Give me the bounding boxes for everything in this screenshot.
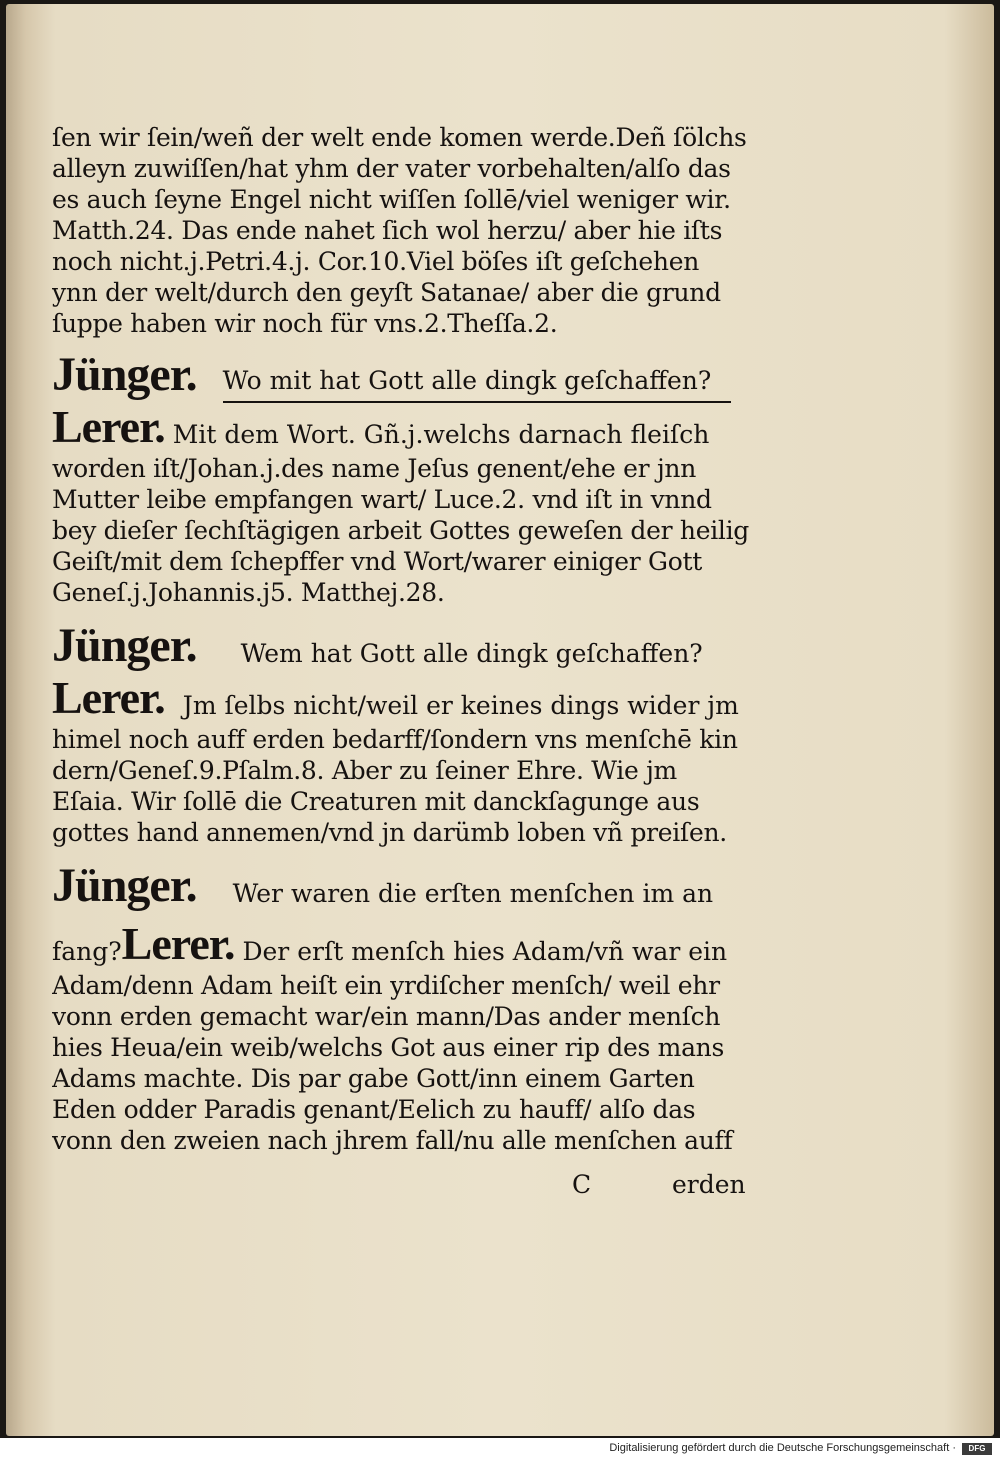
answer-prefix: fang?: [52, 937, 122, 966]
text-line: himel noch auff erden bedarff/ſondern vns menſchē kin: [52, 725, 738, 754]
question-text: Wer waren die erſten menſchen im an: [232, 879, 714, 908]
text-line: bey dieſer ſechſtägigen arbeit Gottes geweſen der heilig: [52, 516, 750, 545]
text-line: Mutter leibe empfangen wart/ Luce.2. vnd iſt in vnnd: [52, 485, 712, 514]
answer-row: [52, 920, 752, 970]
answer-row: [52, 403, 752, 453]
answer-label: Lerer.: [121, 918, 235, 969]
text-line: noch nicht.j.Petri.4.j. Cor.10.Viel böſes iſt geſchehen: [52, 247, 700, 276]
answer-label: Lerer.: [52, 401, 165, 452]
text-line: Eden odder Paradis genant/Eelich zu hauff/ alſo das: [52, 1095, 696, 1124]
question-row: [52, 343, 752, 403]
question-label: Jünger.: [52, 859, 197, 912]
opening-paragraph: [52, 122, 752, 339]
text-line: hies Heua/ein weib/welchs Got aus einer rip des mans: [52, 1033, 725, 1062]
text-line: gottes hand annemen/vnd jn darümb loben vñ preiſen.: [52, 818, 727, 847]
question-row: [52, 854, 752, 914]
signature-mark: C: [572, 1170, 592, 1199]
text-line: Eſaia. Wir ſollē die Creaturen mit danckſagunge aus: [52, 787, 700, 816]
text-line: Geneſ.j.Johannis.j5. Matthej.28.: [52, 578, 445, 607]
text-line: vonn den zweien nach jhrem fall/nu alle menſchen auff: [52, 1126, 733, 1155]
text-line: worden iſt/Johan.j.des name Jeſus genent/ehe er jnn: [52, 454, 697, 483]
catchword: erden: [672, 1170, 746, 1199]
question-label: Jünger.: [52, 619, 197, 672]
text-line: alleyn zuwiſſen/hat yhm der vater vorbehalten/alſo das: [52, 154, 731, 183]
footer: [0, 1438, 1000, 1461]
text-line: Adam/denn Adam heiſt ein yrdiſcher menſch/ weil ehr: [52, 971, 720, 1000]
text-line: ynn der welt/durch den geyſt Satanae/ aber die grund: [52, 278, 721, 307]
text-line: vonn erden gemacht war/ein mann/Das ander menſch: [52, 1002, 721, 1031]
answer-first-line: Der erſt menſch hies Adam/vñ war ein: [242, 937, 728, 966]
question-text: Wem hat Gott alle dingk geſchaffen?: [240, 639, 703, 668]
answer-label: Lerer.: [52, 672, 165, 723]
question-row: [52, 614, 752, 674]
dfg-logo-icon: DFG: [962, 1443, 992, 1455]
text-line: Geiſt/mit dem ſchepffer vnd Wort/warer einiger Gott: [52, 547, 702, 576]
text-line: Matth.24. Das ende nahet ſich wol herzu/ aber hie iſts: [52, 216, 723, 245]
text-line: ſen wir ſein/weñ der welt ende komen werde.Deñ ſölchs: [52, 123, 747, 152]
footer-credit: Digitalisierung gefördert durch die Deutsche Forschungsgemeinschaft ·: [609, 1442, 956, 1454]
question-text: Wo mit hat Gott alle dingk geſchaffen?: [223, 361, 732, 403]
answer-first-line: Mit dem Wort. Gñ.j.welchs darnach fleiſch: [172, 420, 710, 449]
question-label: Jünger.: [52, 348, 197, 401]
answer-row: [52, 674, 752, 724]
answer-first-line: Jm ſelbs nicht/weil er keines dings wider jm: [182, 691, 739, 720]
text-line: dern/Geneſ.9.Pſalm.8. Aber zu ſeiner Ehre. Wie jm: [52, 756, 677, 785]
page-text: [52, 122, 752, 1156]
text-line: ſuppe haben wir noch für vns.2.Theſſa.2.: [52, 309, 558, 338]
text-line: es auch ſeyne Engel nicht wiſſen ſollē/viel weniger wir.: [52, 185, 731, 214]
text-line: Adams machte. Dis par gabe Gott/inn einem Garten: [52, 1064, 695, 1093]
